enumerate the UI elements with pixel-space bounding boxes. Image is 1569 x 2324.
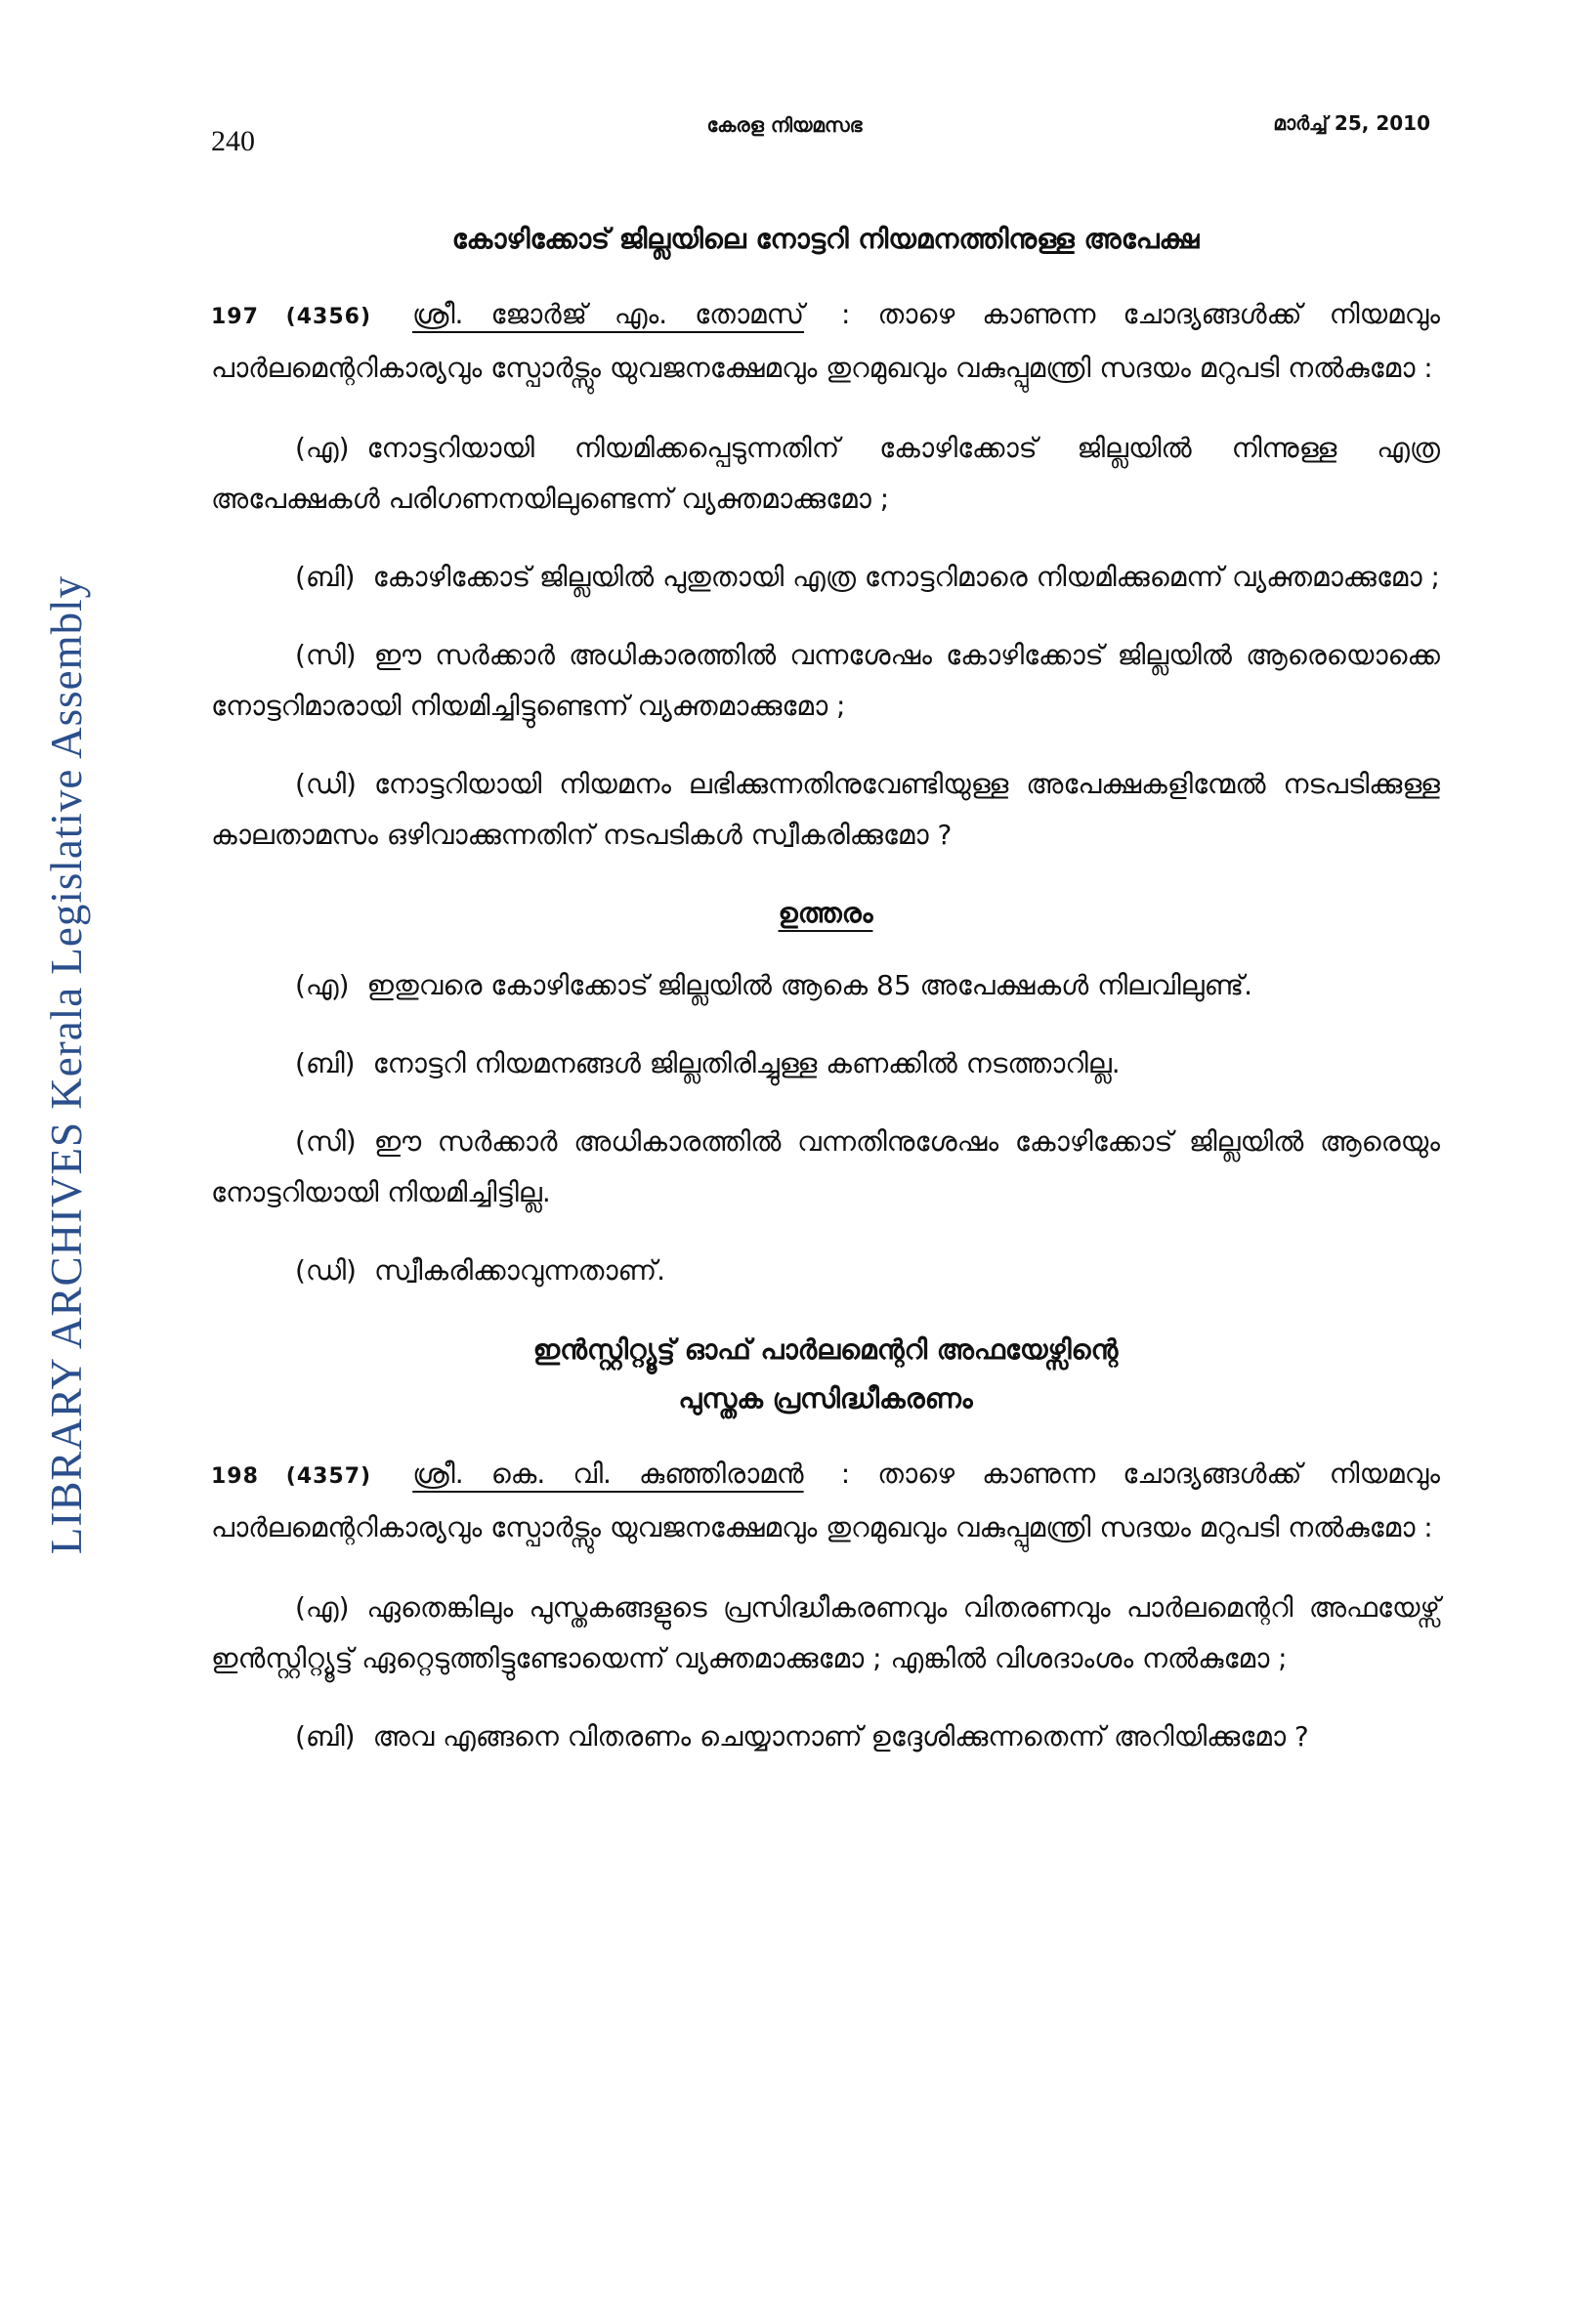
question-198-heading: [211, 1326, 1440, 1423]
question-intro-text: : താഴെ കാണുന്ന ചോദ്യങ്ങൾക്ക് നിയമവും പാർലമെന്ററികാര്യവും സ്പോർട്സും യുവജനക്ഷേമവും തുറമുഖവും വകുപ്പുമന്ത്രി സദയം മറുപടി നൽകുമോ :: [211, 298, 1441, 384]
item-label: (ബി): [295, 561, 356, 593]
running-header-title: കേരള നിയമസഭ: [706, 113, 863, 137]
item-label: (എ): [295, 1591, 350, 1624]
answer-item: [211, 1246, 1440, 1296]
member-name: ശ്രീ. കെ. വി. കുഞ്ഞിരാമൻ: [412, 1458, 804, 1490]
answer-item: [211, 1038, 1440, 1089]
item-label: (സി): [295, 639, 357, 671]
item-label: (എ): [295, 432, 350, 464]
item-label: (ഡി): [295, 768, 357, 800]
item-text: ഈ സർക്കാർ അധികാരത്തിൽ വന്നശേഷം കോഴിക്കോട് ജില്ലയിൽ ആരെയൊക്കെ നോട്ടറിമാരായി നിയമിച്ചിട്ടുണ്ടെന്ന് വ്യക്തമാക്കുമോ ;: [211, 639, 1440, 722]
running-header-date: മാർച്ച് 25, 2010: [1273, 111, 1430, 135]
question-197-intro: [211, 289, 1440, 394]
question-item: [211, 552, 1440, 603]
question-197-heading: കോഴിക്കോട് ജില്ലയിലെ നോട്ടറി നിയമനത്തിനുള്ള അപേക്ഷ: [451, 223, 1200, 255]
item-text: ഏതെങ്കിലും പുസ്തകങ്ങളുടെ പ്രസിദ്ധീകരണവും വിതരണവും പാർലമെന്ററി അഫയേഴ്സ് ഇൻസ്റ്റിറ്റ്യൂട്ട് ഏറ്റെടുത്തിട്ടുണ്ടോയെന്ന് വ്യക്തമാക്കുമോ ; എങ്കിൽ വിശദാംശം നൽകുമോ ;: [211, 1591, 1440, 1674]
item-text: അവ എങ്ങനെ വിതരണം ചെയ്യാനാണ് ഉദ്ദേശിക്കുന്നതെന്ന് അറിയിക്കുമോ ?: [372, 1720, 1309, 1753]
item-label: (ഡി): [295, 1254, 357, 1287]
item-label: (ബി): [295, 1047, 356, 1079]
heading-line: ഇൻസ്റ്റിറ്റ്യൂട്ട് ഓഫ് പാർലമെന്ററി അഫയേഴ്സിന്റെ: [532, 1333, 1119, 1366]
answer-item: [211, 1117, 1440, 1218]
item-text: നോട്ടറിയായി നിയമിക്കപ്പെടുന്നതിന് കോഴിക്കോട് ജില്ലയിൽ നിന്നുള്ള എത്ര അപേക്ഷകൾ പരിഗണനയിലുണ്ടെന്ന് വ്യക്തമാക്കുമോ ;: [211, 432, 1440, 515]
question-number: 197 (4356): [211, 305, 372, 329]
question-item: [211, 1583, 1440, 1684]
question-number: 198 (4357): [211, 1464, 372, 1489]
library-archives-watermark: LIBRARY ARCHIVES Kerala Legislative Assembly: [42, 574, 91, 1555]
item-label: (ബി): [295, 1720, 356, 1753]
page-number: 240: [211, 125, 255, 157]
item-text: ഇതുവരെ കോഴിക്കോട് ജില്ലയിൽ ആകെ 85 അപേക്ഷകൾ നിലവിലുണ്ട്.: [366, 969, 1252, 1001]
question-item: [211, 1711, 1440, 1762]
item-text: സ്വീകരിക്കാവുന്നതാണ്.: [373, 1254, 666, 1287]
question-198-intro: [211, 1449, 1440, 1553]
question-item: [211, 423, 1440, 525]
item-text: നോട്ടറിയായി നിയമനം ലഭിക്കുന്നതിനുവേണ്ടിയുള്ള അപേക്ഷകളിന്മേൽ നടപടിക്കുള്ള കാലതാമസം ഒഴിവാക്കുന്നതിന് നടപടികൾ സ്വീകരിക്കുമോ ?: [211, 768, 1440, 851]
item-label: (സി): [295, 1125, 357, 1158]
item-text: ഈ സർക്കാർ അധികാരത്തിൽ വന്നതിനുശേഷം കോഴിക്കോട് ജില്ലയിൽ ആരെയും നോട്ടറിയായി നിയമിച്ചിട്ടില്ല.: [211, 1125, 1440, 1208]
item-label: (എ): [295, 969, 350, 1001]
page-body: [211, 215, 1440, 1790]
answer-heading: ഉത്തരം: [778, 897, 873, 929]
question-item: [211, 630, 1440, 732]
answer-item: [211, 960, 1440, 1011]
item-text: കോഴിക്കോട് ജില്ലയിൽ പുതുതായി എത്ര നോട്ടറിമാരെ നിയമിക്കുമെന്ന് വ്യക്തമാക്കുമോ ;: [372, 561, 1440, 593]
item-text: നോട്ടറി നിയമനങ്ങൾ ജില്ലതിരിച്ചുള്ള കണക്കിൽ നടത്താറില്ല.: [372, 1047, 1121, 1079]
member-name: ശ്രീ. ജോർജ് എം. തോമസ്: [412, 298, 805, 330]
question-intro-text: : താഴെ കാണുന്ന ചോദ്യങ്ങൾക്ക് നിയമവും പാർലമെന്ററികാര്യവും സ്പോർട്സും യുവജനക്ഷേമവും തുറമുഖവും വകുപ്പുമന്ത്രി സദയം മറുപടി നൽകുമോ :: [211, 1458, 1441, 1543]
question-item: [211, 759, 1440, 861]
heading-line: പുസ്തക പ്രസിദ്ധീകരണം: [678, 1382, 973, 1415]
